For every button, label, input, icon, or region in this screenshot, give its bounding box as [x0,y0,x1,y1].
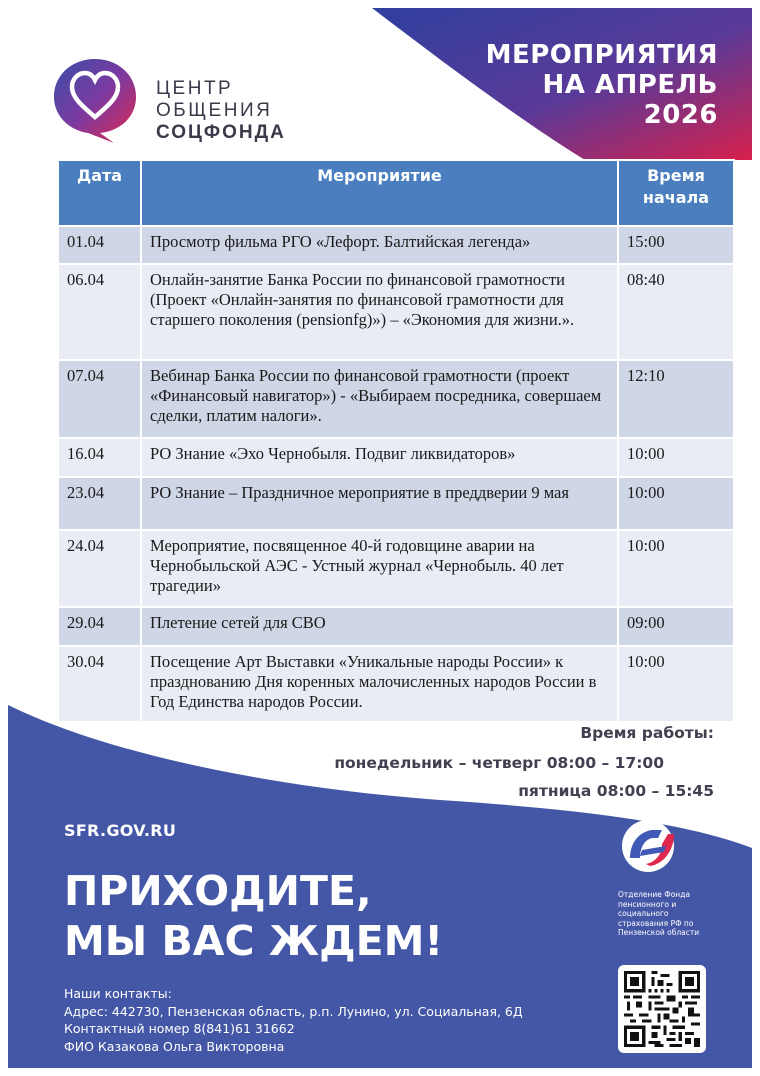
page-title [486,40,718,130]
table-row [58,438,734,477]
table-header-row [58,160,734,226]
contacts-block [64,985,523,1055]
contacts-person: ФИО Казакова Ольга Викторовна [64,1038,285,1054]
contacts-title: Наши контакты: [64,986,172,1001]
header-date: Дата [58,160,141,226]
qr-code-icon [624,971,700,1047]
row-date: 07.04 [58,360,141,438]
hours-title: Время работы: [580,724,714,742]
logo-line-2: ОБЩЕНИЯ [156,100,273,121]
logo-wordmark [156,78,286,144]
title-line-1: МЕРОПРИЯТИЯ [485,40,718,70]
row-event: Мероприятие, посвященное 40-й годовщине аварии на Чернобыльской АЭС - Устный журнал «Чернобыль. 40 лет трагедии» [141,530,618,607]
row-time: 12:10 [618,360,734,438]
table-row [58,226,734,264]
hours-friday: пятница 08:00 – 15:45 [518,782,714,800]
contacts-phone: Контактный номер 8(841)61 31662 [64,1021,295,1036]
row-time: 10:00 [618,646,734,722]
table-row [58,264,734,360]
row-date: 16.04 [58,438,141,477]
slogan-line-2: МЫ ВАС ЖДЕМ! [64,917,444,965]
sfr-emblem-icon [616,818,686,874]
row-date: 30.04 [58,646,141,722]
logo-line-1: ЦЕНТР [156,78,234,99]
header-time [618,160,734,226]
row-event: РО Знание «Эхо Чернобыля. Подвиг ликвидаторов» [141,438,618,477]
qr-code[interactable] [618,965,706,1053]
table-row [58,360,734,438]
logo-line-3: СОЦФОНДА [156,122,286,143]
sfr-caption: Отделение Фонда пенсионного и социального страхования РФ по Пензенской области [618,890,700,937]
header-event: Мероприятие [141,160,618,226]
title-line-3: 2026 [643,100,718,130]
header-time-line-1: Время [647,166,705,185]
heart-speech-bubble-icon [50,55,140,145]
row-date: 01.04 [58,226,141,264]
row-date: 06.04 [58,264,141,360]
contacts-address: Адрес: 442730, Пензенская область, р.п. Лунино, ул. Социальная, 6Д [64,1003,523,1019]
row-time: 10:00 [618,530,734,607]
row-event: Посещение Арт Выставки «Уникальные народы России» к празднованию Дня коренных малочисленных народов России в Год Единства народов России. [141,646,618,722]
row-event: РО Знание – Праздничное мероприятие в преддверии 9 мая [141,477,618,530]
table-row [58,530,734,607]
row-time: 08:40 [618,264,734,360]
website-link[interactable]: SFR.GOV.RU [64,821,177,840]
row-date: 24.04 [58,530,141,607]
table-row [58,646,734,722]
row-time: 09:00 [618,607,734,646]
row-event: Плетение сетей для СВО [141,607,618,646]
row-event: Онлайн-занятие Банка России по финансовой грамотности (Проект «Онлайн-занятия по финансовой грамотности для старшего поколения (pensionfg)») – «Экономия для жизни.». [141,264,618,360]
row-date: 29.04 [58,607,141,646]
row-time: 10:00 [618,477,734,530]
row-event: Вебинар Банка России по финансовой грамотности (проект «Финансовый навигатор») - «Выбираем посредника, совершаем сделки, платим налоги». [141,360,618,438]
header-time-line-2: начала [642,188,710,207]
slogan-line-1: ПРИХОДИТЕ, [64,867,372,915]
table-row [58,607,734,646]
row-time: 10:00 [618,438,734,477]
slogan [64,866,443,966]
title-line-2: НА АПРЕЛЬ [542,70,718,100]
row-date: 23.04 [58,477,141,530]
row-event: Просмотр фильма РГО «Лефорт. Балтийская легенда» [141,226,618,264]
events-table [57,159,735,723]
row-time: 15:00 [618,226,734,264]
hours-weekdays: понедельник – четверг 08:00 – 17:00 [334,754,664,772]
table-row [58,477,734,530]
